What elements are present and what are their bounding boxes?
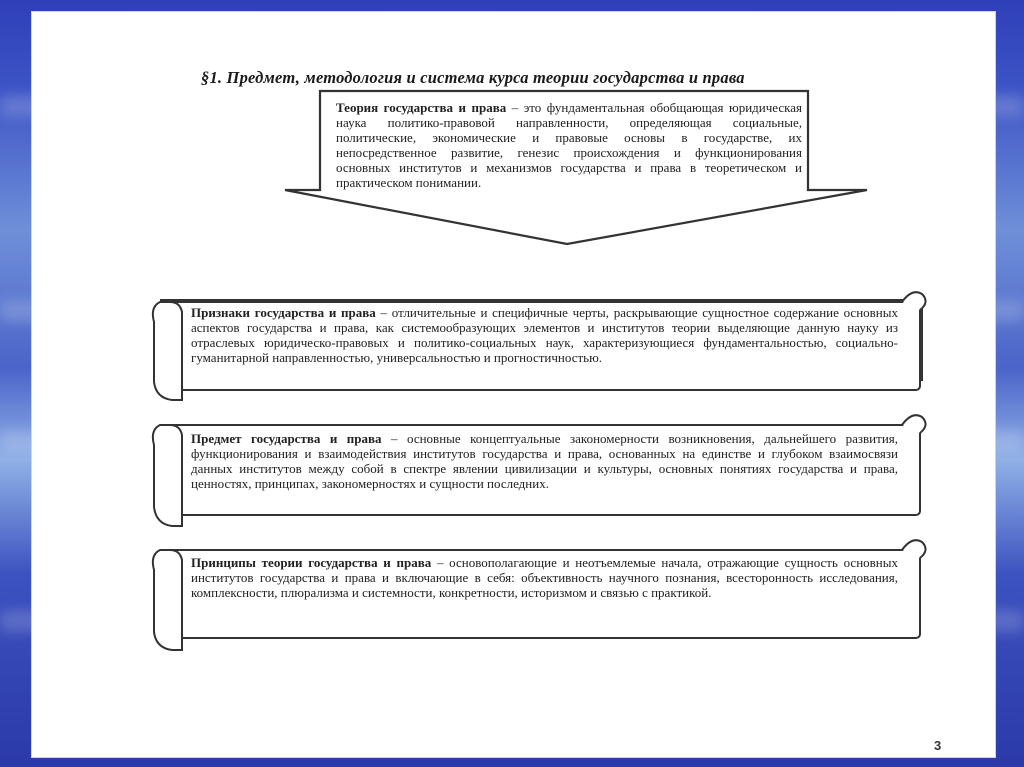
document-page bbox=[31, 11, 996, 758]
definition-block-principles bbox=[191, 555, 898, 600]
definition-features: – отличительные и специфичные черты, раскрывающие сущностное содержание основных аспектов государства и права, как системообразующих элементов и институтов теории выделяющие данную науку из отраслевых юридическо-правовых и политико-социальных наук, характеризующиеся фундаментальностью, социально-гуманитарной направленностью, универсальностью и прогностичностью. bbox=[191, 305, 898, 365]
definition-principles: – основополагающие и неотъемлемые начала, отражающие сущность основных институтов государства и права и включающие в себя: объективность научного познания, всесторонность исследования, комплексности, плюрализма и системности, конкретности, историзмом и связью с практикой. bbox=[191, 555, 898, 600]
term-theory: Теория государства и права bbox=[336, 100, 507, 115]
section-heading: §1. Предмет, методология и система курса теории государства и права bbox=[201, 68, 745, 87]
term-subject: Предмет государства и права bbox=[191, 431, 382, 446]
definition-block-theory bbox=[336, 100, 802, 190]
term-features: Признаки государства и права bbox=[191, 305, 376, 320]
definition-block-features bbox=[191, 305, 898, 365]
term-principles: Принципы теории государства и права bbox=[191, 555, 432, 570]
page-number: 3 bbox=[934, 738, 942, 753]
definition-block-subject bbox=[191, 431, 898, 491]
definition-theory: – это фундаментальная обобщающая юридическая наука политико-правовой направленности, определяющая социальные, политические, экономические и правовые основы в государстве, их непосредственное развитие, генезис происхождения и функционирования основных институтов и механизмов государства и права в теоретическом и практическом понимании. bbox=[336, 100, 802, 190]
definition-subject: – основные концептуальные закономерности возникновения, дальнейшего развития, функционирования и взаимодействия институтов государства и права, основанных на единстве и глубоком взаимосвязи данных институтов между собой в спектре явлении цивилизации и культуры, основных понятиях государства и права, ценностях, принципах, закономерностях и сущности последних. bbox=[191, 431, 898, 491]
